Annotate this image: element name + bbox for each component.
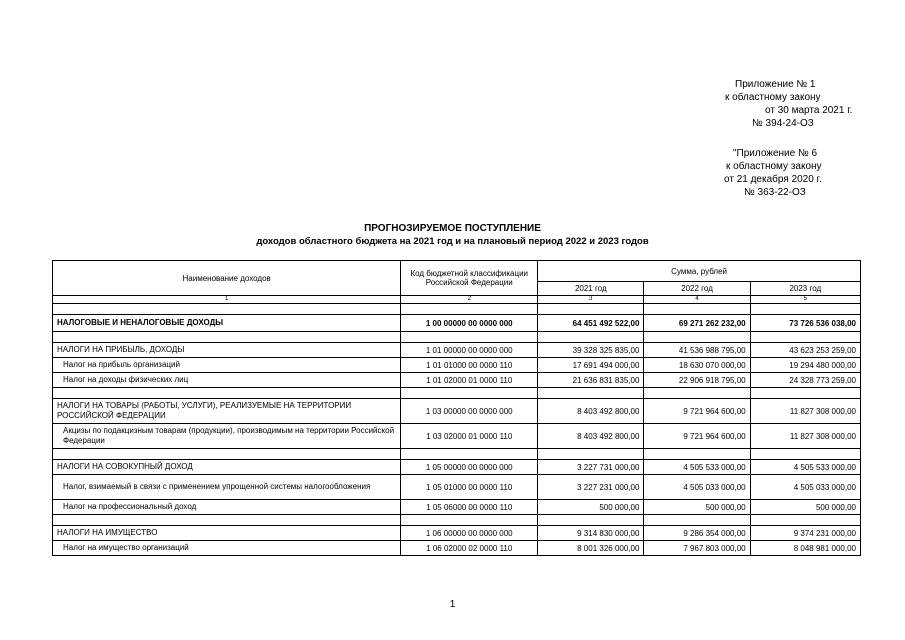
row-value-2022: 69 271 262 232,00 [644,315,750,332]
header-name: Наименование доходов [53,261,401,296]
row-name: Налог на имущество организаций [53,541,401,556]
spacer-row [53,332,861,343]
table-row [53,460,861,475]
row-code: 1 05 00000 00 0000 000 [401,460,538,475]
row-name: Налог на доходы физических лиц [53,373,401,388]
row-value-2021: 21 636 831 835,00 [538,373,644,388]
appendix-6-line: "Приложение № 6 [733,148,818,159]
header-year-2023: 2023 год [750,282,860,296]
column-number: 1 [53,296,401,304]
row-value-2022: 9 721 964 600,00 [644,424,750,449]
row-value-2022: 22 906 918 795,00 [644,373,750,388]
row-value-2023: 500 000,00 [750,500,860,515]
row-value-2023: 11 827 308 000,00 [750,399,860,424]
row-value-2022: 4 505 033 000,00 [644,475,750,500]
row-value-2022: 500 000,00 [644,500,750,515]
row-value-2021: 3 227 231 000,00 [538,475,644,500]
row-value-2021: 8 403 492 800,00 [538,424,644,449]
appendix-6-line: от 21 декабря 2020 г. [724,174,822,185]
row-value-2023: 43 623 253 259,00 [750,343,860,358]
row-value-2021: 500 000,00 [538,500,644,515]
spacer-row [53,304,861,315]
document-subtitle: доходов областного бюджета на 2021 год и на плановый период 2022 и 2023 годов [256,236,649,247]
row-value-2023: 8 048 981 000,00 [750,541,860,556]
row-value-2021: 39 328 325 835,00 [538,343,644,358]
row-value-2022: 4 505 533 000,00 [644,460,750,475]
row-value-2021: 64 451 492 522,00 [538,315,644,332]
revenue-table [52,260,861,556]
table-row [53,424,861,449]
header-year-2022: 2022 год [644,282,750,296]
table-header [53,261,861,304]
row-name: НАЛОГИ НА ТОВАРЫ (РАБОТЫ, УСЛУГИ), РЕАЛИЗУЕМЫЕ НА ТЕРРИТОРИИ РОССИЙСКОЙ ФЕДЕРАЦИИ [53,399,401,424]
row-code: 1 01 02000 01 0000 110 [401,373,538,388]
spacer-row [53,515,861,526]
row-value-2023: 9 374 231 000,00 [750,526,860,541]
row-name: Налог на прибыль организаций [53,358,401,373]
appendix-1-line: к областному закону [725,92,821,103]
table-row [53,475,861,500]
header-year-2021: 2021 год [538,282,644,296]
row-code: 1 05 01000 00 0000 110 [401,475,538,500]
header-sum: Сумма, рублей [538,261,861,282]
row-value-2022: 41 536 988 795,00 [644,343,750,358]
appendix-6-line: № 363-22-ОЗ [744,187,806,198]
row-value-2021: 9 314 830 000,00 [538,526,644,541]
row-value-2023: 73 726 536 038,00 [750,315,860,332]
row-value-2023: 4 505 533 000,00 [750,460,860,475]
row-name: НАЛОГИ НА ИМУЩЕСТВО [53,526,401,541]
row-value-2021: 17 691 494 000,00 [538,358,644,373]
row-name: Налог, взимаемый в связи с применением упрощенной системы налогообложения [53,475,401,500]
row-code: 1 01 00000 00 0000 000 [401,343,538,358]
row-value-2023: 4 505 033 000,00 [750,475,860,500]
table-row [53,315,861,332]
table-row [53,399,861,424]
appendix-6-line: к областному закону [726,161,822,172]
row-name: Акцизы по подакцизным товарам (продукции), производимым на территории Российской Федерации [53,424,401,449]
spacer-row [53,449,861,460]
row-value-2023: 19 294 480 000,00 [750,358,860,373]
row-code: 1 00 00000 00 0000 000 [401,315,538,332]
row-name: Налог на профессиональный доход [53,500,401,515]
row-code: 1 06 02000 02 0000 110 [401,541,538,556]
appendix-1-line: № 394-24-ОЗ [752,118,814,129]
column-number: 2 [401,296,538,304]
table-row [53,343,861,358]
page-number: 1 [449,599,456,610]
row-code: 1 06 00000 00 0000 000 [401,526,538,541]
row-code: 1 01 01000 00 0000 110 [401,358,538,373]
header-code: Код бюджетной классификации Российской Федерации [401,261,538,296]
row-value-2022: 9 286 354 000,00 [644,526,750,541]
column-number: 5 [750,296,860,304]
row-name: НАЛОГОВЫЕ И НЕНАЛОГОВЫЕ ДОХОДЫ [53,315,401,332]
row-value-2021: 3 227 731 000,00 [538,460,644,475]
row-name: НАЛОГИ НА ПРИБЫЛЬ, ДОХОДЫ [53,343,401,358]
row-name: НАЛОГИ НА СОВОКУПНЫЙ ДОХОД [53,460,401,475]
column-number: 3 [538,296,644,304]
table-row [53,541,861,556]
row-code: 1 03 00000 00 0000 000 [401,399,538,424]
table-row [53,373,861,388]
row-value-2021: 8 001 326 000,00 [538,541,644,556]
document-title: ПРОГНОЗИРУЕМОЕ ПОСТУПЛЕНИЕ [364,223,541,234]
appendix-6-reference [722,147,822,199]
appendix-1-reference [722,78,852,130]
row-value-2021: 8 403 492 800,00 [538,399,644,424]
row-value-2023: 11 827 308 000,00 [750,424,860,449]
table-row [53,358,861,373]
row-value-2022: 7 967 803 000,00 [644,541,750,556]
row-code: 1 05 06000 00 0000 110 [401,500,538,515]
appendix-1-line: Приложение № 1 [735,79,816,90]
appendix-1-line: от 30 марта 2021 г. [765,105,853,116]
row-value-2023: 24 328 773 259,00 [750,373,860,388]
table-row [53,500,861,515]
row-code: 1 03 02000 01 0000 110 [401,424,538,449]
spacer-row [53,388,861,399]
column-number: 4 [644,296,750,304]
row-value-2022: 18 630 070 000,00 [644,358,750,373]
row-value-2022: 9 721 964 600,00 [644,399,750,424]
table-row [53,526,861,541]
